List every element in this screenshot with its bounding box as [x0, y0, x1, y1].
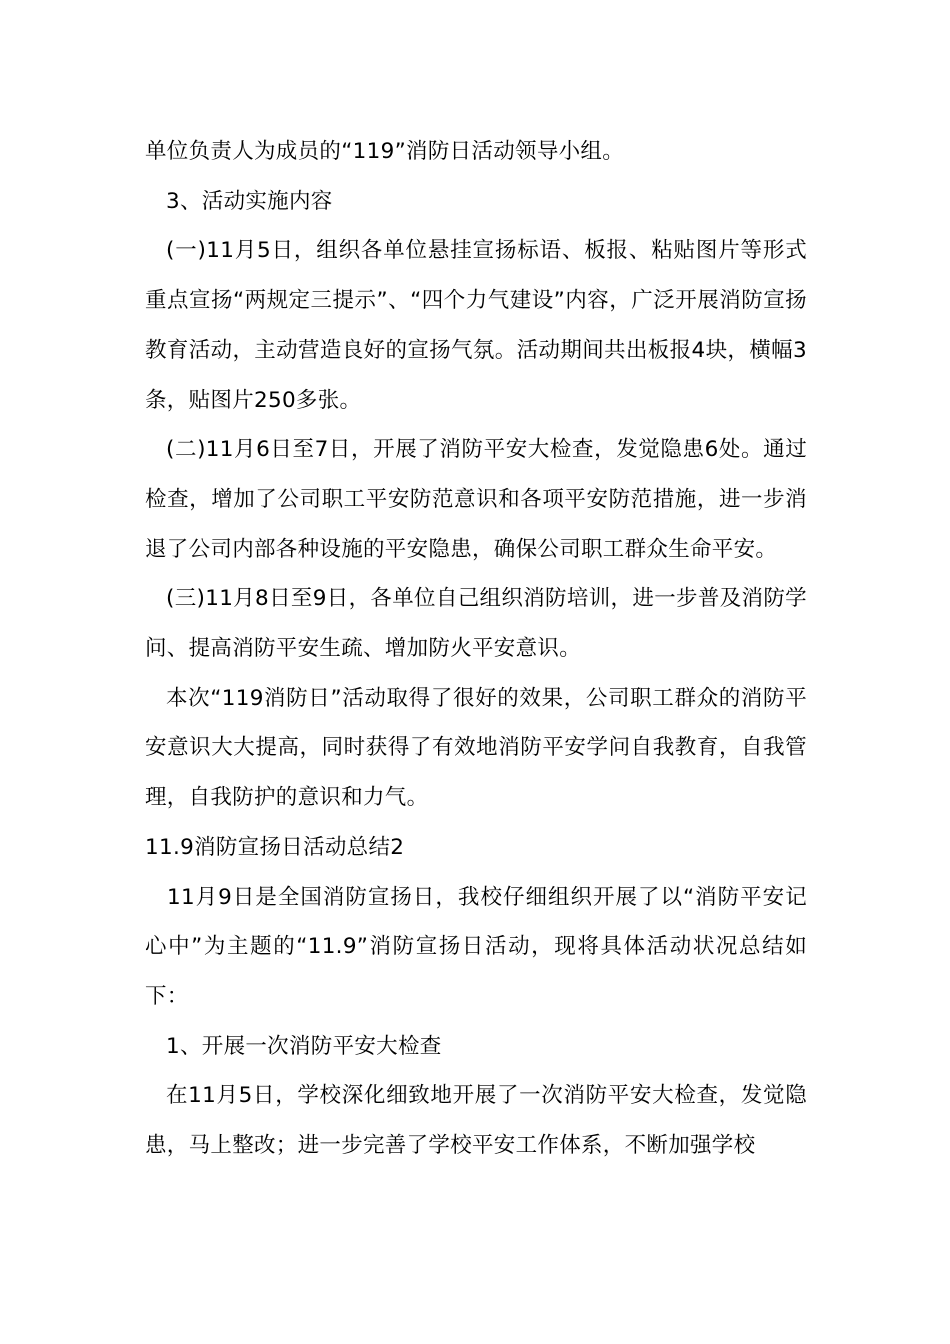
paragraph-inspection-detail: 在11月5日，学校深化细致地开展了一次消防平安大检查，发觉隐患，马上整改；进一步完善了学校平安工作体系，不断加强学校	[145, 1083, 807, 1159]
paragraph-item-one: (一)11月5日，组织各单位悬挂宣扬标语、板报、粘贴图片等形式重点宣扬“两规定三提示”、“四个力气建设”内容，广泛开展消防宣扬教育活动，主动营造良好的宣扬气氛。活动期间共出板报4块，横幅3条，贴图片250多张。	[145, 238, 807, 413]
heading-activity-content: 3、活动实施内容	[166, 188, 333, 214]
section-title-summary-2: 11.9消防宣扬日活动总结2	[145, 834, 405, 860]
paragraph-item-three: (三)11月8日至9日，各单位自己组织消防培训，进一步普及消防学问、提高消防平安生疏、增加防火平安意识。	[145, 586, 807, 662]
heading-safety-inspection: 1、开展一次消防平安大检查	[166, 1033, 442, 1059]
paragraph-leading-members: 单位负责人为成员的“119”消防日活动领导小组。	[145, 139, 625, 164]
paragraph-intro-2: 11月9日是全国消防宣扬日，我校仔细组织开展了以“消防平安记心中”为主题的“11.9”消防宣扬日活动，现将具体活动状况总结如下：	[145, 884, 807, 1009]
paragraph-item-two: (二)11月6日至7日，开展了消防平安大检查，发觉隐患6处。通过检查，增加了公司职工平安防范意识和各项平安防范措施，进一步消退了公司内部各种设施的平安隐患，确保公司职工群众生命平安。	[145, 437, 807, 562]
paragraph-summary-effect: 本次“119消防日”活动取得了很好的效果，公司职工群众的消防平安意识大大提高，同时获得了有效地消防平安学问自我教育，自我管理，自我防护的意识和力气。	[145, 685, 807, 811]
document-page	[145, 127, 807, 1171]
